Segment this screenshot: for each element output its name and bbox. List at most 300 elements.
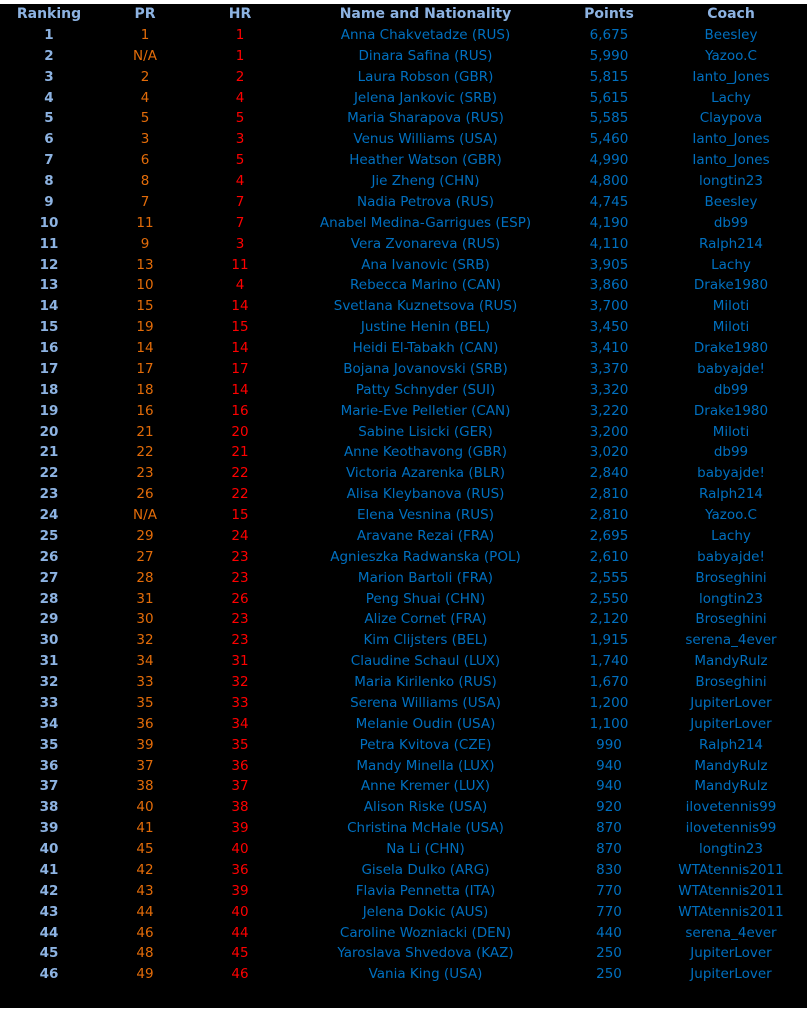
cell-ranking: 7 — [44, 152, 54, 169]
cell-name: Anne Keothavong (GBR) — [343, 444, 508, 461]
cell-hr: 14 — [231, 298, 249, 315]
cell-pr: 30 — [136, 611, 154, 628]
cell-coach: Miloti — [712, 298, 750, 315]
cell-name: Dinara Safina (RUS) — [358, 47, 493, 64]
cell-points: 2,555 — [589, 569, 629, 586]
cell-hr: 46 — [231, 966, 249, 983]
cell-points: 5,585 — [589, 110, 629, 127]
table-row — [0, 568, 807, 589]
cell-hr: 32 — [231, 674, 249, 690]
cell-hr: 7 — [235, 214, 245, 231]
cell-coach: JupiterLover — [690, 694, 772, 711]
cell-name: Alisa Kleybanova (RUS) — [346, 486, 505, 503]
cell-pr: 23 — [136, 465, 154, 482]
cell-coach: Beesley — [704, 26, 758, 43]
cell-pr: 44 — [136, 903, 154, 920]
cell-points: 250 — [596, 966, 622, 983]
cell-pr: 2 — [140, 68, 150, 85]
cell-coach: Broseghini — [695, 674, 767, 690]
cell-pr: 14 — [136, 340, 154, 356]
cell-points: 3,860 — [589, 277, 629, 294]
table-body — [0, 25, 807, 985]
cell-points: 4,110 — [589, 235, 629, 252]
cell-ranking: 11 — [39, 235, 59, 252]
cell-points: 2,810 — [589, 486, 629, 503]
cell-coach: Broseghini — [695, 611, 767, 628]
cell-hr: 3 — [235, 235, 245, 252]
cell-points: 2,120 — [589, 611, 629, 628]
table-row — [0, 902, 807, 923]
cell-pr: 9 — [140, 235, 150, 252]
cell-ranking: 44 — [39, 924, 59, 941]
cell-points: 3,450 — [589, 319, 629, 336]
cell-pr: 1 — [140, 26, 150, 43]
cell-coach: MandyRulz — [694, 778, 768, 795]
cell-points: 4,800 — [589, 173, 629, 189]
cell-points: 870 — [596, 841, 622, 857]
cell-ranking: 15 — [39, 319, 59, 336]
cell-hr: 16 — [231, 402, 249, 419]
cell-pr: 11 — [136, 214, 154, 231]
cell-points: 3,220 — [589, 402, 629, 419]
cell-hr: 4 — [235, 89, 245, 106]
page-margin — [0, 1008, 807, 1024]
cell-hr: 22 — [231, 465, 249, 482]
cell-points: 5,990 — [589, 47, 629, 64]
cell-points: 3,410 — [589, 340, 629, 356]
cell-coach: longtin23 — [699, 841, 763, 857]
cell-ranking: 30 — [39, 632, 59, 649]
cell-points: 440 — [596, 924, 622, 941]
cell-hr: 44 — [231, 924, 249, 941]
cell-pr: 18 — [136, 381, 154, 398]
cell-hr: 22 — [231, 486, 249, 503]
cell-pr: 8 — [140, 173, 150, 189]
cell-coach: MandyRulz — [694, 653, 768, 670]
cell-points: 2,840 — [589, 465, 629, 482]
table-row — [0, 818, 807, 839]
header-points: Points — [584, 6, 634, 22]
table-row — [0, 25, 807, 46]
table-row — [0, 693, 807, 714]
cell-ranking: 20 — [39, 423, 59, 440]
cell-points: 1,200 — [589, 694, 629, 711]
cell-points: 940 — [596, 778, 622, 795]
cell-name: Alison Riske (USA) — [363, 799, 488, 816]
cell-ranking: 8 — [44, 173, 54, 189]
cell-pr: 28 — [136, 569, 154, 586]
cell-name: Aravane Rezai (FRA) — [356, 527, 495, 544]
cell-points: 2,695 — [589, 527, 629, 544]
cell-pr: 32 — [136, 632, 154, 649]
cell-hr: 4 — [235, 277, 245, 294]
cell-coach: Ralph214 — [699, 736, 763, 753]
cell-coach: Lachy — [711, 256, 751, 273]
cell-name: Alize Cornet (FRA) — [364, 611, 487, 628]
cell-hr: 23 — [231, 569, 249, 586]
cell-name: Jelena Jankovic (SRB) — [353, 89, 498, 106]
cell-points: 830 — [596, 861, 622, 878]
table-row — [0, 401, 807, 422]
table-row — [0, 547, 807, 568]
cell-hr: 11 — [231, 256, 249, 273]
cell-ranking: 16 — [39, 340, 59, 356]
cell-name: Christina McHale (USA) — [347, 820, 504, 837]
table-row — [0, 943, 807, 964]
cell-ranking: 5 — [44, 110, 54, 127]
table-row — [0, 422, 807, 443]
cell-hr: 2 — [235, 68, 245, 85]
cell-ranking: 14 — [39, 298, 59, 315]
cell-hr: 14 — [231, 340, 249, 356]
cell-name: Flavia Pennetta (ITA) — [355, 882, 496, 899]
cell-pr: 27 — [136, 548, 154, 565]
cell-name: Peng Shuai (CHN) — [365, 590, 486, 607]
table-row — [0, 150, 807, 171]
cell-points: 940 — [596, 757, 622, 774]
cell-ranking: 31 — [39, 653, 59, 670]
cell-points: 1,915 — [589, 632, 629, 649]
cell-name: Vania King (USA) — [368, 966, 483, 983]
cell-pr: 43 — [136, 882, 154, 899]
cell-ranking: 42 — [39, 882, 59, 899]
header-hr: HR — [228, 6, 252, 22]
cell-name: Kim Clijsters (BEL) — [363, 632, 488, 649]
cell-coach: Drake1980 — [693, 340, 769, 356]
cell-coach: Ianto_Jones — [692, 152, 770, 169]
cell-name: Melanie Oudin (USA) — [355, 715, 496, 732]
cell-ranking: 28 — [39, 590, 59, 607]
cell-pr: N/A — [133, 47, 157, 64]
cell-ranking: 40 — [39, 841, 59, 857]
table-row — [0, 46, 807, 67]
cell-ranking: 39 — [39, 820, 59, 837]
table-row — [0, 317, 807, 338]
table-row — [0, 756, 807, 777]
cell-pr: 34 — [136, 653, 154, 670]
cell-coach: db99 — [713, 214, 749, 231]
cell-hr: 23 — [231, 632, 249, 649]
cell-name: Claudine Schaul (LUX) — [350, 653, 501, 670]
cell-hr: 35 — [231, 736, 249, 753]
table-row — [0, 380, 807, 401]
cell-ranking: 35 — [39, 736, 59, 753]
cell-name: Ana Ivanovic (SRB) — [361, 256, 490, 273]
cell-ranking: 6 — [44, 131, 54, 148]
header-row — [0, 4, 807, 25]
table-row — [0, 797, 807, 818]
cell-coach: Ianto_Jones — [692, 68, 770, 85]
cell-ranking: 24 — [39, 507, 59, 523]
table-row — [0, 776, 807, 797]
cell-hr: 39 — [231, 882, 249, 899]
table-row — [0, 609, 807, 630]
cell-pr: 22 — [136, 444, 154, 461]
cell-points: 4,190 — [589, 214, 629, 231]
cell-coach: Claypova — [699, 110, 763, 127]
table-row — [0, 839, 807, 860]
table-row — [0, 275, 807, 296]
cell-name: Rebecca Marino (CAN) — [350, 277, 501, 294]
cell-ranking: 37 — [39, 778, 59, 795]
cell-name: Svetlana Kuznetsova (RUS) — [333, 298, 518, 315]
cell-pr: 33 — [136, 674, 154, 690]
cell-pr: 6 — [140, 152, 150, 169]
cell-name: Venus Williams (USA) — [353, 131, 498, 148]
cell-pr: 49 — [136, 966, 154, 983]
cell-pr: 16 — [136, 402, 154, 419]
cell-coach: Lachy — [711, 527, 751, 544]
cell-coach: longtin23 — [699, 590, 763, 607]
cell-ranking: 25 — [39, 527, 59, 544]
cell-name: Jelena Dokic (AUS) — [362, 903, 489, 920]
cell-coach: db99 — [713, 381, 749, 398]
cell-name: Anna Chakvetadze (RUS) — [340, 26, 511, 43]
cell-hr: 36 — [231, 757, 249, 774]
cell-coach: ilovetennis99 — [685, 820, 777, 837]
cell-ranking: 33 — [39, 694, 59, 711]
cell-ranking: 23 — [39, 486, 59, 503]
cell-name: Bojana Jovanovski (SRB) — [343, 360, 508, 377]
cell-hr: 1 — [235, 47, 245, 64]
cell-coach: Miloti — [712, 423, 750, 440]
cell-coach: Ralph214 — [699, 486, 763, 503]
cell-ranking: 10 — [39, 214, 59, 231]
cell-pr: 46 — [136, 924, 154, 941]
table-row — [0, 192, 807, 213]
cell-ranking: 9 — [44, 193, 54, 210]
cell-ranking: 27 — [39, 569, 59, 586]
cell-name: Justine Henin (BEL) — [360, 319, 491, 336]
cell-name: Sabine Lisicki (GER) — [358, 423, 493, 440]
cell-hr: 5 — [235, 110, 245, 127]
cell-pr: 21 — [136, 423, 154, 440]
cell-points: 2,810 — [589, 507, 629, 523]
cell-ranking: 12 — [39, 256, 59, 273]
cell-ranking: 18 — [39, 381, 59, 398]
cell-points: 4,990 — [589, 152, 629, 169]
cell-coach: serena_4ever — [685, 924, 777, 941]
table-row — [0, 108, 807, 129]
table-row — [0, 505, 807, 526]
cell-coach: Miloti — [712, 319, 750, 336]
cell-pr: 36 — [136, 715, 154, 732]
table-row — [0, 442, 807, 463]
rankings-sheet — [0, 4, 807, 1008]
cell-coach: WTAtennis2011 — [678, 903, 784, 920]
cell-coach: Lachy — [711, 89, 751, 106]
cell-name: Victoria Azarenka (BLR) — [345, 465, 506, 482]
cell-name: Caroline Wozniacki (DEN) — [339, 924, 512, 941]
cell-coach: Drake1980 — [693, 277, 769, 294]
table-row — [0, 463, 807, 484]
cell-coach: serena_4ever — [685, 632, 777, 649]
cell-coach: Yazoo.C — [705, 47, 757, 64]
cell-hr: 38 — [231, 799, 249, 816]
cell-name: Na Li (CHN) — [386, 841, 465, 857]
cell-pr: 40 — [136, 799, 154, 816]
cell-hr: 15 — [231, 507, 249, 523]
cell-points: 990 — [596, 736, 622, 753]
cell-name: Maria Kirilenko (RUS) — [354, 674, 497, 690]
header-coach: Coach — [707, 6, 755, 22]
cell-name: Anne Kremer (LUX) — [360, 778, 491, 795]
cell-pr: 39 — [136, 736, 154, 753]
table-row — [0, 651, 807, 672]
cell-hr: 3 — [235, 131, 245, 148]
cell-ranking: 38 — [39, 799, 59, 816]
cell-points: 2,550 — [589, 590, 629, 607]
cell-ranking: 32 — [39, 674, 59, 690]
cell-hr: 24 — [231, 527, 249, 544]
cell-points: 1,100 — [589, 715, 629, 732]
cell-name: Jie Zheng (CHN) — [371, 173, 480, 189]
table-row — [0, 923, 807, 944]
cell-coach: babyajde! — [697, 465, 765, 482]
header-name: Name and Nationality — [339, 6, 512, 22]
cell-points: 3,200 — [589, 423, 629, 440]
cell-points: 2,610 — [589, 548, 629, 565]
cell-hr: 1 — [235, 26, 245, 43]
table-row — [0, 255, 807, 276]
cell-pr: 35 — [136, 694, 154, 711]
table-row — [0, 526, 807, 547]
cell-pr: 13 — [136, 256, 154, 273]
cell-ranking: 1 — [44, 26, 54, 43]
table-row — [0, 213, 807, 234]
table-row — [0, 296, 807, 317]
cell-pr: 48 — [136, 945, 154, 962]
cell-hr: 17 — [231, 360, 249, 377]
cell-name: Laura Robson (GBR) — [357, 68, 494, 85]
cell-hr: 26 — [231, 590, 249, 607]
cell-hr: 40 — [231, 841, 249, 857]
cell-points: 250 — [596, 945, 622, 962]
cell-name: Gisela Dulko (ARG) — [361, 861, 490, 878]
table-row — [0, 881, 807, 902]
cell-name: Vera Zvonareva (RUS) — [350, 235, 501, 252]
cell-points: 3,905 — [589, 256, 629, 273]
cell-hr: 23 — [231, 611, 249, 628]
cell-name: Marie-Eve Pelletier (CAN) — [340, 402, 511, 419]
cell-coach: Broseghini — [695, 569, 767, 586]
cell-points: 5,460 — [589, 131, 629, 148]
cell-ranking: 26 — [39, 548, 59, 565]
cell-ranking: 34 — [39, 715, 59, 732]
cell-pr: 41 — [136, 820, 154, 837]
cell-hr: 15 — [231, 319, 249, 336]
table-row — [0, 589, 807, 610]
cell-pr: 5 — [140, 110, 150, 127]
table-row — [0, 860, 807, 881]
cell-hr: 23 — [231, 548, 249, 565]
cell-pr: 45 — [136, 841, 154, 857]
cell-name: Marion Bartoli (FRA) — [357, 569, 494, 586]
rankings-table — [0, 4, 807, 985]
cell-coach: longtin23 — [699, 173, 763, 189]
cell-coach: Ralph214 — [699, 235, 763, 252]
cell-hr: 7 — [235, 193, 245, 210]
cell-pr: 19 — [136, 319, 154, 336]
cell-coach: WTAtennis2011 — [678, 861, 784, 878]
cell-hr: 14 — [231, 381, 249, 398]
cell-pr: 15 — [136, 298, 154, 315]
cell-pr: 26 — [136, 486, 154, 503]
table-row — [0, 964, 807, 985]
cell-ranking: 4 — [44, 89, 54, 106]
cell-coach: ilovetennis99 — [685, 799, 777, 816]
cell-hr: 33 — [231, 694, 249, 711]
cell-name: Yaroslava Shvedova (KAZ) — [337, 945, 514, 962]
cell-pr: N/A — [133, 507, 157, 523]
table-row — [0, 359, 807, 380]
cell-coach: MandyRulz — [694, 757, 768, 774]
cell-hr: 21 — [231, 444, 249, 461]
cell-hr: 34 — [231, 715, 249, 732]
cell-ranking: 46 — [39, 966, 59, 983]
cell-coach: Beesley — [704, 193, 758, 210]
cell-hr: 40 — [231, 903, 249, 920]
cell-name: Maria Sharapova (RUS) — [347, 110, 504, 127]
cell-pr: 17 — [136, 360, 154, 377]
cell-ranking: 13 — [39, 277, 59, 294]
cell-hr: 39 — [231, 820, 249, 837]
table-row — [0, 714, 807, 735]
cell-hr: 37 — [231, 778, 249, 795]
cell-points: 1,670 — [589, 674, 629, 690]
cell-points: 770 — [596, 903, 622, 920]
cell-ranking: 3 — [44, 68, 54, 85]
header-ranking: Ranking — [16, 6, 82, 22]
cell-coach: WTAtennis2011 — [678, 882, 784, 899]
cell-ranking: 36 — [39, 757, 59, 774]
cell-points: 1,740 — [589, 653, 629, 670]
cell-points: 3,320 — [589, 381, 629, 398]
cell-name: Anabel Medina-Garrigues (ESP) — [319, 214, 532, 231]
table-row — [0, 735, 807, 756]
table-row — [0, 234, 807, 255]
cell-points: 4,745 — [589, 193, 629, 210]
cell-name: Serena Williams (USA) — [350, 694, 501, 711]
cell-points: 3,020 — [589, 444, 629, 461]
cell-ranking: 43 — [39, 903, 59, 920]
table-row — [0, 672, 807, 693]
cell-ranking: 45 — [39, 945, 59, 962]
cell-hr: 31 — [231, 653, 249, 670]
cell-name: Patty Schnyder (SUI) — [355, 381, 496, 398]
cell-ranking: 21 — [39, 444, 59, 461]
cell-coach: babyajde! — [697, 548, 765, 565]
cell-coach: JupiterLover — [690, 945, 772, 962]
cell-name: Nadia Petrova (RUS) — [357, 193, 494, 210]
cell-hr: 45 — [231, 945, 249, 962]
cell-name: Agnieszka Radwanska (POL) — [330, 548, 521, 565]
cell-ranking: 19 — [39, 402, 59, 419]
cell-coach: JupiterLover — [690, 715, 772, 732]
cell-ranking: 17 — [39, 360, 59, 377]
cell-points: 5,615 — [589, 89, 629, 106]
cell-name: Elena Vesnina (RUS) — [356, 507, 495, 523]
cell-hr: 4 — [235, 173, 245, 189]
cell-pr: 10 — [136, 277, 154, 294]
cell-points: 3,700 — [589, 298, 629, 315]
cell-ranking: 29 — [39, 611, 59, 628]
cell-coach: Ianto_Jones — [692, 131, 770, 148]
cell-coach: Drake1980 — [693, 402, 769, 419]
cell-pr: 37 — [136, 757, 154, 774]
cell-pr: 42 — [136, 861, 154, 878]
cell-ranking: 22 — [39, 465, 59, 482]
